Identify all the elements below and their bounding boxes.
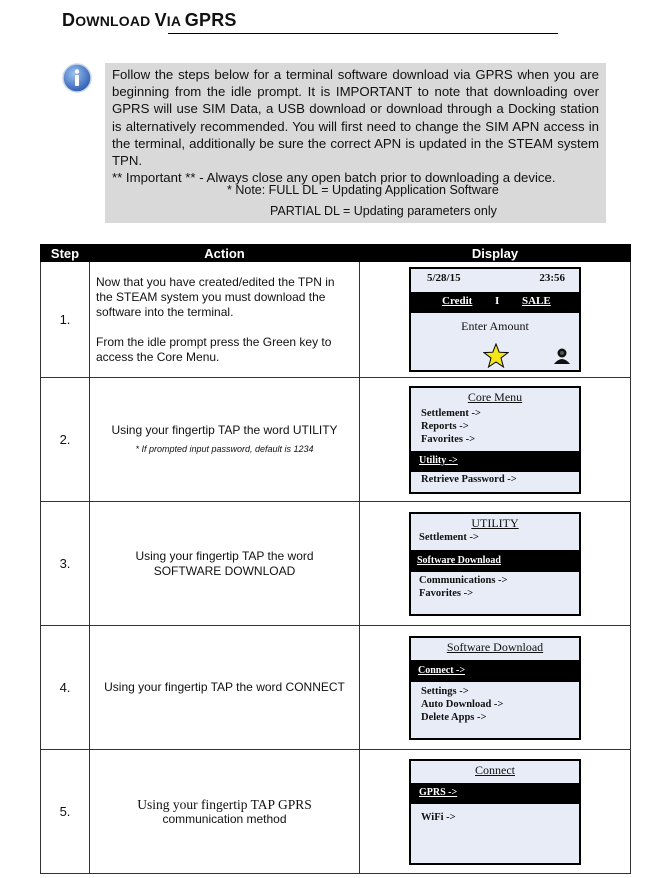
steps-table — [40, 244, 631, 874]
table-row — [41, 626, 631, 750]
step-display — [360, 378, 631, 502]
note-full-dl: * Note: FULL DL = Updating Application Software — [227, 183, 499, 197]
note-box — [105, 63, 606, 223]
terminal-screen — [409, 759, 581, 865]
step-number: 1. — [41, 262, 90, 378]
note-important: ** Important ** - Always close any open batch prior to downloading a device. — [112, 170, 556, 186]
screen-title: Connect — [475, 762, 515, 777]
menu-item-connect[interactable]: Connect -> — [411, 660, 579, 682]
transaction-bar — [411, 292, 579, 313]
screen-title: UTILITY — [471, 515, 519, 530]
menu-item-delete-apps[interactable]: Delete Apps -> — [421, 711, 487, 723]
credit-button[interactable]: Credit — [442, 295, 473, 307]
terminal-screen — [409, 386, 581, 494]
step-action — [90, 502, 360, 626]
note-paragraph: Follow the steps below for a terminal software download via GPRS when you are beginning from the idle prompt. It is IMPORTANT to note that downloading over GPRS will use SIM Data, a USB download or download through a Docking station is alternatively recommended. You will first need to change the SIM APN access in the terminal, additionally be sure the correct APN is updated in the STEAM system TPN. — [112, 67, 599, 169]
menu-item-settlement[interactable]: Settlement -> — [419, 531, 479, 543]
screen-title: Core Menu — [467, 389, 523, 404]
step-action — [90, 262, 360, 378]
step-display — [360, 262, 631, 378]
action-text: Using your fingertip TAP the word SOFTWARE DOWNLOAD — [135, 548, 314, 578]
header-action: Action — [90, 245, 360, 262]
info-icon — [62, 63, 92, 93]
bar-separator: I — [495, 295, 500, 307]
user-icon[interactable] — [553, 347, 571, 365]
menu-item-communications[interactable]: Communications -> — [419, 574, 508, 586]
action-text: Using your fingertip TAP the word UTILITY — [111, 422, 338, 437]
menu-item-gprs[interactable]: GPRS -> — [411, 783, 579, 804]
note-partial-dl: PARTIAL DL = Updating parameters only — [270, 204, 497, 218]
menu-item-utility[interactable]: Utility -> — [411, 451, 579, 472]
enter-amount-prompt: Enter Amount — [461, 319, 529, 333]
table-row — [41, 378, 631, 502]
step-action — [90, 378, 360, 502]
star-icon[interactable] — [483, 343, 509, 368]
step-number: 5. — [41, 750, 90, 874]
action-text: Now that you have created/edited the TPN in the STEAM system you must download the software into the terminal. — [96, 274, 335, 319]
menu-item-wifi[interactable]: WiFi -> — [421, 811, 456, 823]
menu-item-favorites[interactable]: Favorites -> — [419, 587, 474, 599]
screen-title: Software Download — [446, 639, 544, 654]
menu-item-settings[interactable]: Settings -> — [421, 685, 469, 697]
terminal-screen — [409, 267, 581, 372]
menu-item-favorites[interactable]: Favorites -> — [421, 433, 476, 445]
step-action — [90, 626, 360, 750]
header-display: Display — [360, 245, 631, 262]
table-row — [41, 502, 631, 626]
step-action — [90, 750, 360, 874]
terminal-screen — [409, 636, 581, 740]
menu-item-reports[interactable]: Reports -> — [421, 420, 469, 432]
menu-item-retrieve-password[interactable]: Retrieve Password -> — [421, 473, 517, 485]
menu-item-settlement[interactable]: Settlement -> — [421, 407, 481, 419]
table-row — [41, 750, 631, 874]
terminal-screen — [409, 512, 581, 616]
menu-item-auto-download[interactable]: Auto Download -> — [421, 698, 504, 710]
screen-time: 23:56 — [539, 272, 565, 284]
step-number: 4. — [41, 626, 90, 750]
step-display — [360, 750, 631, 874]
password-note: * If prompted input password, default is 1234 — [135, 443, 314, 454]
page-title: DOWNLOAD VIA GPRS — [62, 10, 237, 30]
step-display — [360, 626, 631, 750]
header-step: Step — [41, 245, 90, 262]
sale-button[interactable]: SALE — [522, 295, 551, 307]
action-text: From the idle prompt press the Green key to access the Core Menu. — [96, 334, 332, 364]
action-text: Using your fingertip TAP GPRS — [137, 796, 312, 812]
note-text — [112, 66, 599, 186]
action-text: communication method — [162, 811, 287, 826]
table-row — [41, 262, 631, 378]
screen-date: 5/28/15 — [427, 272, 461, 284]
step-number: 2. — [41, 378, 90, 502]
step-display — [360, 502, 631, 626]
action-text: Using your fingertip TAP the word CONNECT — [104, 680, 345, 694]
step-number: 3. — [41, 502, 90, 626]
table-header — [41, 245, 631, 262]
title-underline — [168, 33, 558, 34]
menu-item-software-download[interactable]: Software Download — [411, 550, 579, 572]
